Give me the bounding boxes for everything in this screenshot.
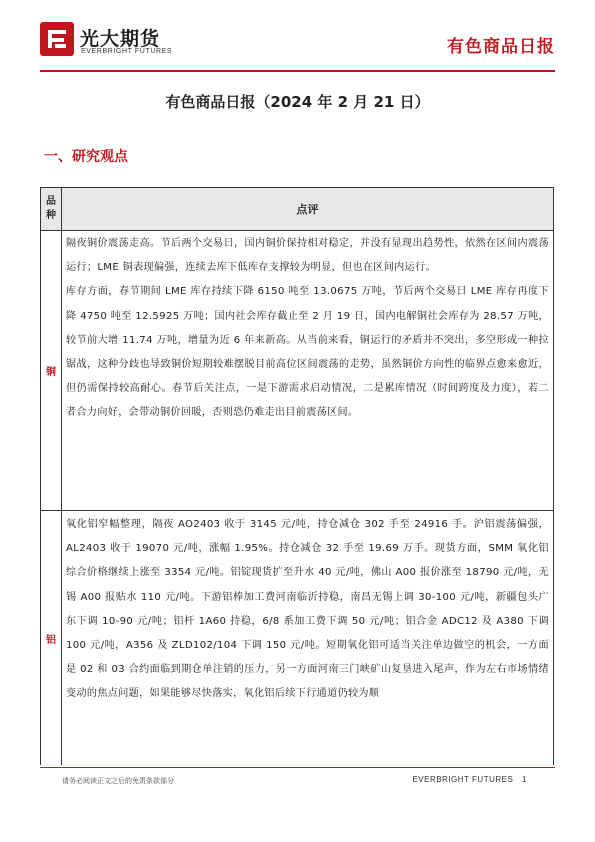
document-title: 有色商品日报（2024 年 2 月 21 日） [165,93,430,111]
table-header-row [41,188,553,231]
section-heading: 一、研究观点 [44,149,128,165]
row-comment [62,511,553,765]
logo-chinese-name: 光大期货 [80,28,161,50]
footer-divider [40,767,555,768]
header-divider [40,70,555,72]
page-header [40,18,555,68]
report-name: 有色商品日报 [447,37,555,57]
page-number: 1 [522,775,527,784]
table-row [41,511,553,765]
table-row [41,231,553,511]
footer-brand-name: EVERBRIGHT FUTURES [412,775,514,784]
footer-brand [412,775,527,784]
column-header-category: 品种 [41,188,62,230]
row-category-aluminum: 铝 [41,511,62,765]
commentary-table [40,187,554,765]
company-logo [40,22,190,62]
comment-paragraph: 氧化铝窄幅整理，隔夜 AO2403 收于 3145 元/吨，持仓减仓 302 手至 24916 手。沪铝震荡偏强，AL2403 收于 19070 元/吨，涨幅 1.95%。持仓减仓 32 手至 19.69 万手。现货方面，SMM 氧化铝综合价格继续上涨至 3354 元/吨。铝锭现货扩至升水 40 元/吨，佛山 A00 报价涨至 18790 元/吨，无锡 A00 报贴水 110 元/吨。下游铝棒加工费河南临沂持稳，南昌无锡上调 30-100 元/吨，新疆包头广东下调 10-90 元/吨；铝杆 1A60 持稳，6/8 系加工费下调 50 元/吨；铝合金 ADC12 及 A380 下调 100 元/吨，A356 及 ZLD102/104 下调 150 元/吨。短期氧化铝可适当关注单边做空的机会，一方面是 02 和 03 合约面临到期仓单注销的压力，另一方面河南三门峡矿山复垦进入尾声，作为左右市场情绪变动的焦点问题，如果能够尽快落实，氧化铝后续下行通道仍较为顺 [66,519,549,700]
comment-paragraph: 库存方面，春节期间 LME 库存持续下降 6150 吨至 13.0675 万吨，节后两个交易日 LME 库存再度下降 4750 吨至 12.5925 万吨；国内社会库存截止至 2 月 19 日，国内电解铜社会库存为 28.57 万吨，较节前大增 11.74 万吨，增量为近 6 年来新高。从当前来看，铜运行的矛盾并不突出，多空形成一种拉锯战，这种分歧也导致铜价短期较难摆脱目前高位区间震荡的走势，虽然铜价方向性的临界点愈来愈近，但仍需保持较高耐心。春节后关注点，一是下游需求启动情况，二是累库情况（时间跨度及力度），若二者合力向好，会带动铜价回暖，否则恐仍难走出目前震荡区间。 [66,286,549,419]
footer-disclaimer: 请务必阅读正文之后的免责条款部分 [62,777,174,785]
column-header-comment: 点评 [296,203,319,216]
logo-mark-icon [40,22,74,56]
comment-paragraph: 隔夜铜价震荡走高。节后两个交易日，国内铜价保持相对稳定，并没有显现出趋势性，依然在区间内震荡运行；LME 铜表现偏强，连续去库下低库存支撑较为明显，但也在区间内运行。 [66,238,549,274]
row-category-copper: 铜 [41,231,62,510]
logo-english-name: EVERBRIGHT FUTURES [81,48,173,55]
row-comment [62,231,553,510]
